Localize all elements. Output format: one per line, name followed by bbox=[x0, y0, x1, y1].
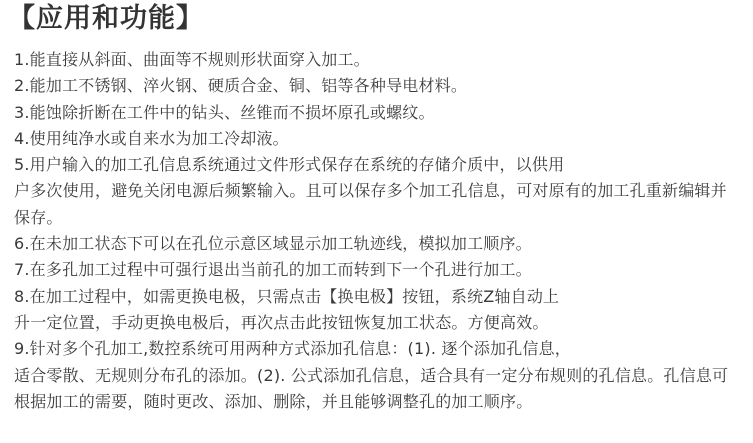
text-line: 3.能蚀除折断在工件中的钻头、丝锥而不损坏原孔或螺纹。 bbox=[14, 102, 435, 122]
section-heading: 【应用和功能】 bbox=[8, 3, 204, 34]
text-line: 升一定位置，手动更换电极后，再次点击此按钮恢复加工状态。方便高效。 bbox=[14, 312, 549, 332]
text-line: 5.用户输入的加工孔信息系统通过文件形式保存在系统的存储介质中，以供用 bbox=[14, 155, 565, 175]
text-line: 4.使用纯净水或自来水为加工冷却液。 bbox=[14, 128, 289, 148]
text-line: 根据加工的需要，随时更改、添加、删除，并且能够调整孔的加工顺序。 bbox=[14, 391, 533, 411]
feature-list bbox=[14, 47, 749, 415]
text-line: 适合零散、无规则分布孔的添加。(2). 公式添加孔信息，适合具有一定分布规则的孔信息。孔信息可 bbox=[14, 365, 729, 385]
text-line: 7.在多孔加工过程中可强行退出当前孔的加工而转到下一个孔进行加工。 bbox=[14, 260, 532, 280]
text-line: 保存。 bbox=[14, 207, 63, 227]
text-line: 8.在加工过程中，如需更换电极，只需点击【换电极】按钮，系统Z轴自动上 bbox=[14, 286, 560, 306]
text-line: 2.能加工不锈钢、淬火钢、硬质合金、铜、铝等各种导电材料。 bbox=[14, 76, 468, 96]
text-line: 1.能直接从斜面、曲面等不规则形状面穿入加工。 bbox=[14, 50, 370, 69]
text-line: 6.在未加工状态下可以在孔位示意区域显示加工轨迹线，模拟加工顺序。 bbox=[14, 234, 532, 254]
text-line: 户多次使用，避免关闭电源后频繁输入。且可以保存多个加工孔信息，可对原有的加工孔重新编辑并 bbox=[14, 181, 727, 201]
text-line: 9.针对多个孔加工,数控系统可用两种方式添加孔信息：(1). 逐个添加孔信息， bbox=[14, 339, 571, 359]
